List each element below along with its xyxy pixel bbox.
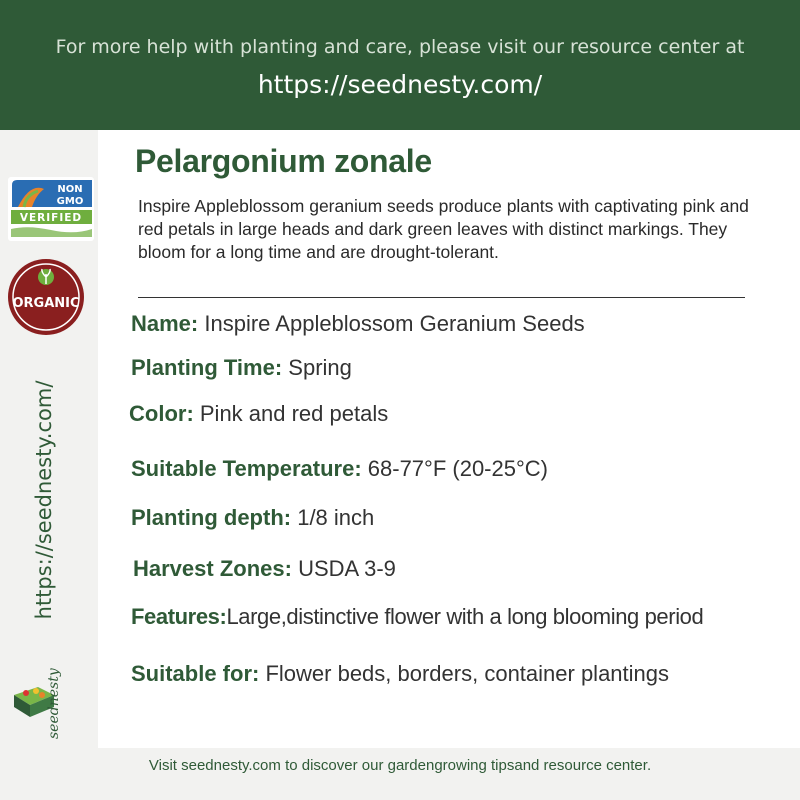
nongmo-text-top: NON bbox=[57, 184, 83, 195]
spec-label: Color: bbox=[129, 401, 194, 426]
vertical-url[interactable]: https://seednesty.com/ bbox=[32, 380, 56, 620]
spec-row-color bbox=[129, 401, 388, 427]
spec-label: Suitable for: bbox=[131, 661, 260, 686]
spec-value: Large,distinctive flower with a long blooming period bbox=[226, 604, 704, 629]
spec-label: Planting depth: bbox=[131, 505, 292, 530]
nongmo-text-bottom: VERIFIED bbox=[19, 212, 83, 224]
organic-badge bbox=[6, 257, 86, 337]
spec-value: 68-77°F (20-25°C) bbox=[361, 456, 548, 481]
spec-value: Pink and red petals bbox=[193, 401, 389, 426]
seednesty-logo bbox=[8, 665, 72, 743]
spec-row-suitable-for bbox=[131, 661, 669, 687]
top-banner bbox=[0, 0, 800, 130]
spec-label: Name: bbox=[131, 311, 199, 336]
spec-row-zones bbox=[133, 556, 396, 582]
footer-text: Visit seednesty.com to discover our gardengrowing tipsand resource center. bbox=[148, 757, 652, 774]
divider bbox=[138, 297, 745, 298]
logo-text: seednesty bbox=[46, 668, 62, 739]
product-title: Pelargonium zonale bbox=[135, 143, 432, 179]
spec-row-temperature bbox=[131, 456, 548, 482]
non-gmo-verified-badge bbox=[8, 177, 94, 241]
spec-label: Harvest Zones: bbox=[133, 556, 292, 581]
product-description: Inspire Appleblossom geranium seeds produce plants with captivating pink and red petals in large heads and dark green leaves with distinct markings. They bloom for a long time and are drought-tolerant. bbox=[138, 196, 749, 262]
spec-label: Planting Time: bbox=[131, 355, 283, 380]
nongmo-text-mid: GMO bbox=[56, 196, 84, 207]
spec-row-name bbox=[131, 311, 585, 337]
spec-value: 1/8 inch bbox=[291, 505, 375, 530]
banner-url[interactable]: https://seednesty.com/ bbox=[257, 70, 543, 99]
spec-value: Spring bbox=[282, 355, 352, 380]
spec-label: Features: bbox=[131, 604, 227, 629]
spec-value: Inspire Appleblossom Geranium Seeds bbox=[198, 311, 585, 336]
spec-value: Flower beds, borders, container plantings bbox=[259, 661, 670, 686]
banner-help-text: For more help with planting and care, please visit our resource center at bbox=[55, 36, 745, 58]
spec-value: USDA 3-9 bbox=[291, 556, 396, 581]
spec-row-depth bbox=[131, 505, 374, 531]
spec-row-planting-time bbox=[131, 355, 352, 381]
spec-row-features bbox=[131, 604, 703, 630]
spec-label: Suitable Temperature: bbox=[131, 456, 362, 481]
organic-label: ORGANIC bbox=[12, 296, 80, 311]
